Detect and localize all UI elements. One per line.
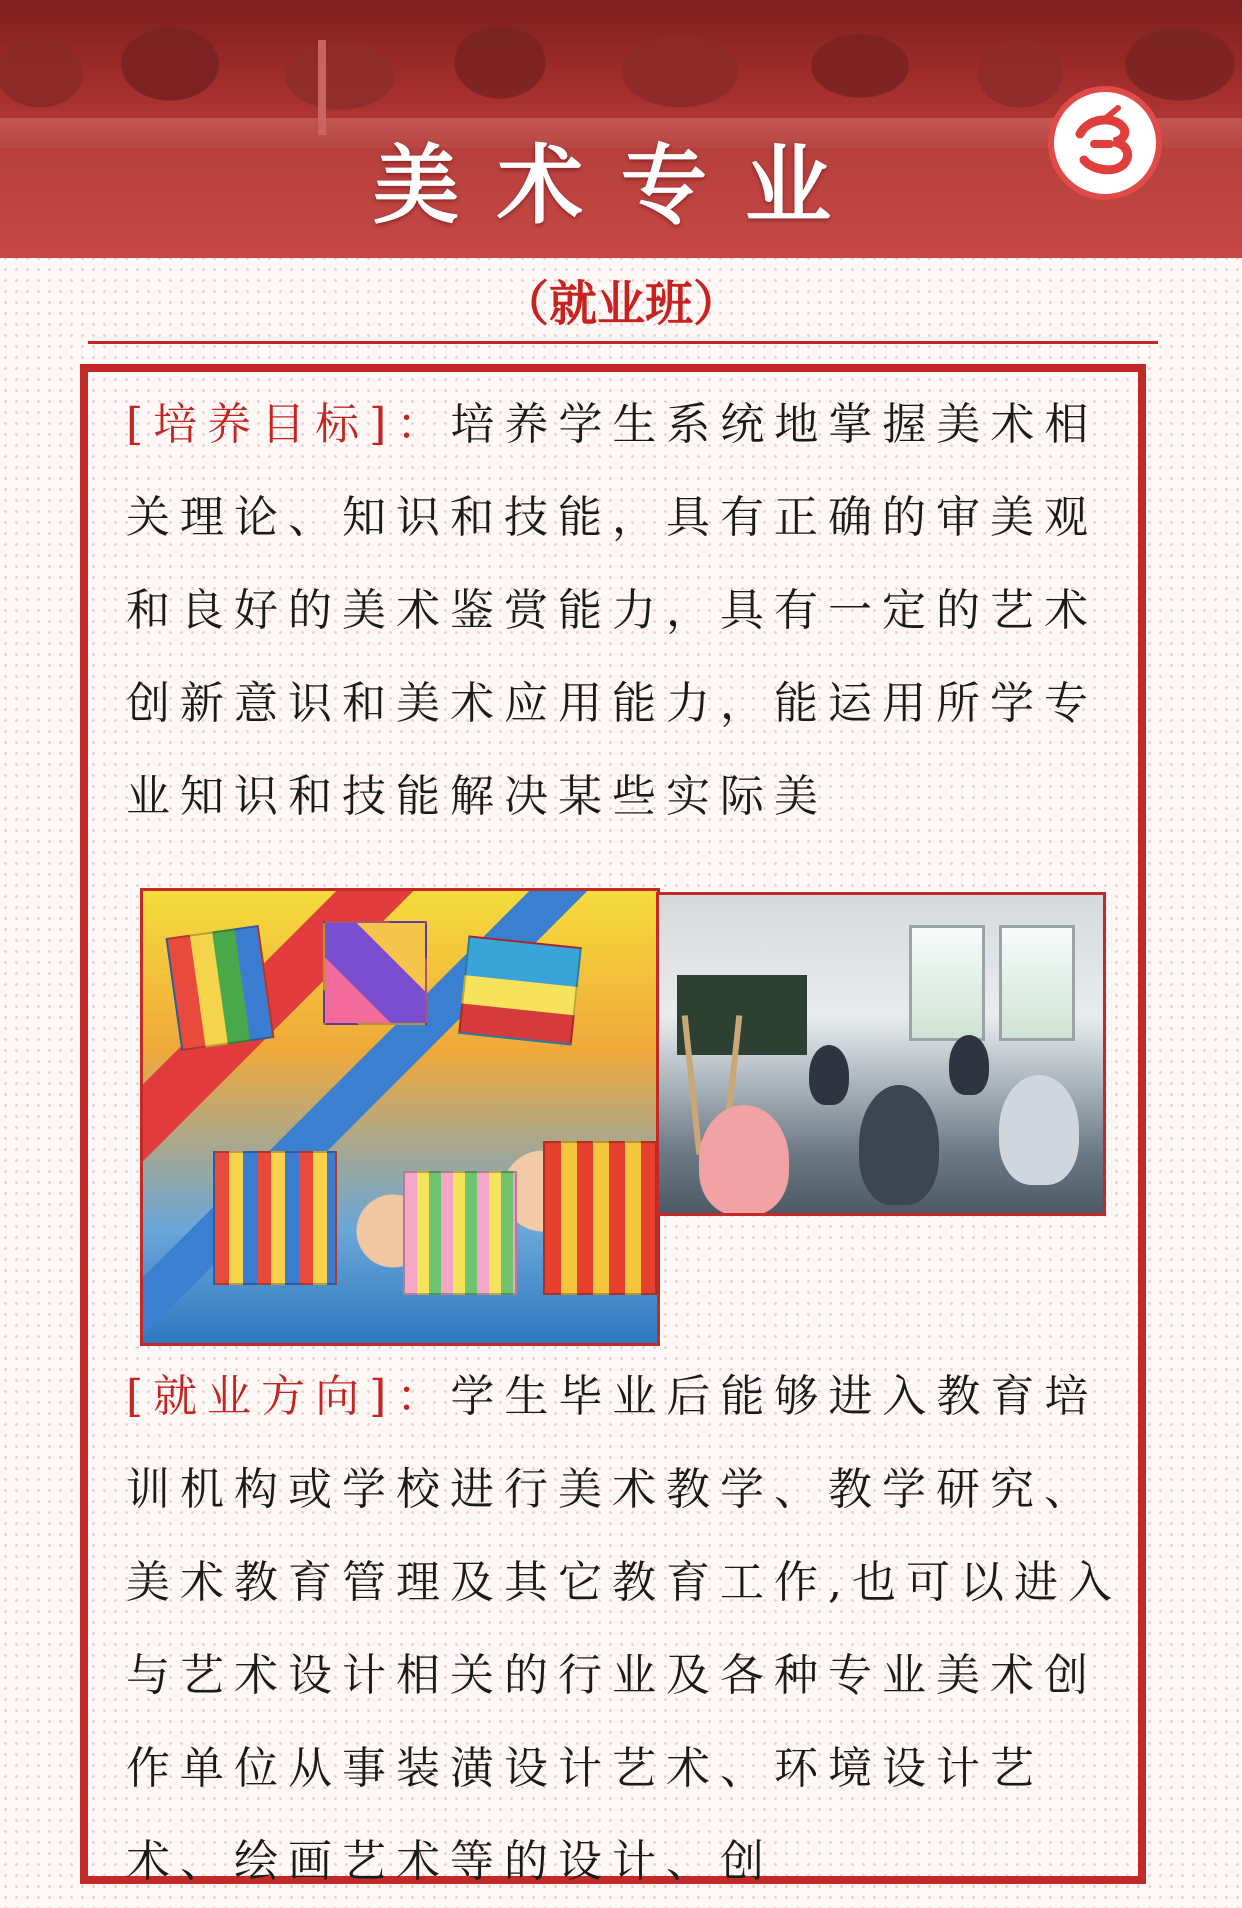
training-goal-paragraph [126, 378, 1136, 843]
classroom-drawing-photo [656, 892, 1106, 1216]
artwork-piece [166, 925, 275, 1051]
banner-trees-photo [0, 4, 1242, 124]
student-figure [999, 1075, 1079, 1185]
employment-direction-paragraph [126, 1350, 1136, 1908]
artwork-piece [323, 921, 427, 1025]
employment-direction-label: [就业方向]： [126, 1371, 451, 1422]
student-figure [859, 1085, 939, 1205]
classroom-window [999, 925, 1075, 1041]
student-figure [949, 1035, 989, 1095]
artwork-piece [403, 1171, 517, 1295]
student-figure [699, 1105, 789, 1215]
banner-pole-photo [318, 40, 326, 135]
artwork-piece [543, 1141, 657, 1295]
page-subtitle: （就业班） [500, 276, 741, 332]
title-divider [88, 341, 1158, 344]
children-artwork-photo [140, 888, 660, 1346]
training-goal-text: 培养学生系统地掌握美术相关理论、知识和技能，具有正确的审美观和良好的美术鉴赏能力，具有一定的艺术创新意识和美术应用能力，能运用所学专业知识和技能解决某些实际美 [126, 399, 1099, 822]
artwork-piece [213, 1151, 337, 1285]
student-figure [809, 1045, 849, 1105]
training-goal-label: [培养目标]： [126, 399, 451, 450]
artwork-piece [458, 935, 582, 1045]
employment-direction-text: 学生毕业后能够进入教育培训机构或学校进行美术教学、教学研究、美术教育管理及其它教育工作,也可以进入与艺术设计相关的行业及各种专业美术创作单位从事装潢设计艺术、环境设计艺术、绘画艺术等的设计、创 [126, 1371, 1122, 1887]
header-banner [0, 0, 1242, 258]
classroom-window [909, 925, 985, 1041]
school-logo-icon [1048, 86, 1162, 200]
page-title: 美术专业 [373, 136, 869, 236]
